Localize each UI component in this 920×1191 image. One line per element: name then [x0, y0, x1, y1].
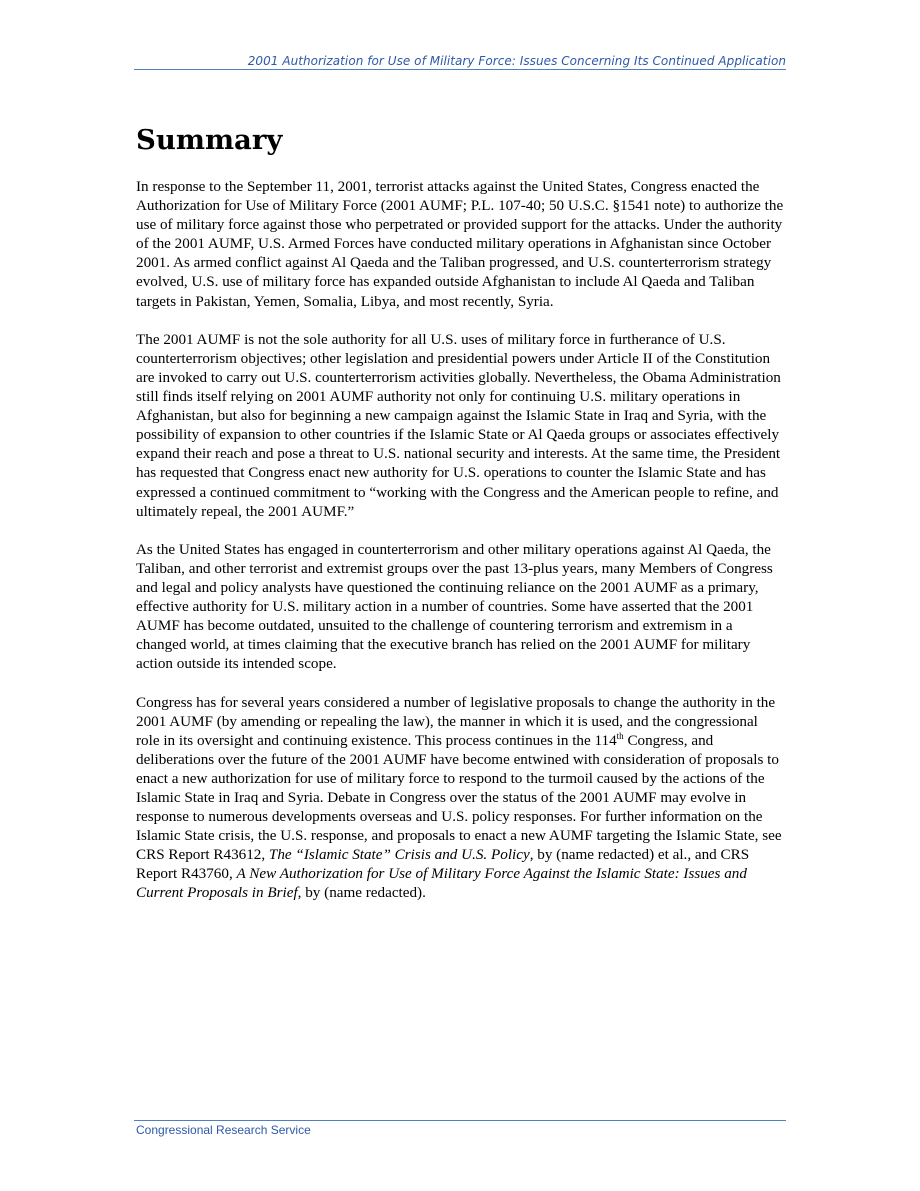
- paragraph-4-text-c: , by (name redacted) et al., and CRS Report R43760,: [136, 846, 750, 883]
- header-rule: [134, 69, 786, 70]
- section-title: Summary: [136, 124, 283, 156]
- paragraph-3: As the United States has engaged in counterterrorism and other military operations against Al Qaeda, the Taliban, and other terrorist and extremist groups over the past 13-plus years, many Members of Congress and legal and policy analysts have questioned the continuing reliance on the 2001 AUMF as a primary, effective authority for U.S. military action in a number of countries. Some have asserted that the 2001 AUMF has become outdated, unsuited to the challenge of countering terrorism and extremism in a changed world, at times claiming that the executive branch has relied on the 2001 AUMF for military action outside its intended scope.: [136, 540, 773, 673]
- running-header: 2001 Authorization for Use of Military Force: Issues Concerning Its Continued Application: [247, 54, 786, 68]
- footer-rule: [134, 1120, 786, 1121]
- congress-ordinal-number: 114: [594, 731, 617, 749]
- paragraph-2: The 2001 AUMF is not the sole authority for all U.S. uses of military force in furtherance of U.S. counterterrorism objectives; other legislation and presidential powers under Article II of the Constitution are invoked to carry out U.S. counterterrorism activities globally. Nevertheless, the Obama Administration still finds itself relying on 2001 AUMF authority not only for continuing U.S. military operations in Afghanistan, but also for beginning a new campaign against the Islamic State in Iraq and Syria, with the possibility of expansion to other countries if the Islamic State or Al Qaeda groups or associates effectively expand their reach and pose a threat to U.S. national security and interests. At the same time, the President has requested that Congress enact new authority for U.S. operations to counter the Islamic State and has expressed a continued commitment to “working with the Congress and the American people to refine, and ultimately repeal, the 2001 AUMF.”: [136, 330, 781, 520]
- paragraph-4-text-b: Congress, and deliberations over the future of the 2001 AUMF have become entwined with consideration of proposals to enact a new authorization for use of military force to respond to the turmoil caused by the actions of the Islamic State in Iraq and Syria. Debate in Congress over the status of the 2001 AUMF may evolve in response to numerous developments overseas and U.S. policy responses. For further information on the Islamic State crisis, the U.S. response, and proposals to enact a new AUMF targeting the Islamic State, see CRS Report R43612,: [136, 731, 782, 864]
- paragraph-4-text-a: Congress has for several years considered a number of legislative proposals to change the authority in the 2001 AUMF (by amending or repealing the law), the manner in which it is used, and the congressional role in its oversight and continuing existence. This process continues in the: [136, 693, 776, 749]
- running-footer: Congressional Research Service: [136, 1123, 311, 1137]
- paragraph-4: [136, 693, 784, 903]
- report-title-r43612: The “Islamic State” Crisis and U.S. Policy: [268, 846, 530, 864]
- congress-ordinal-suffix: th: [616, 730, 624, 741]
- summary-body: [136, 177, 784, 922]
- report-title-r43760: A New Authorization for Use of Military Force Against the Islamic State: Issues and Current Proposals in Brief: [136, 865, 747, 902]
- paragraph-1: In response to the September 11, 2001, terrorist attacks against the United States, Congress enacted the Authorization for Use of Military Force (2001 AUMF; P.L. 107-40; 50 U.S.C. §1541 note) to authorize the use of military force against those who perpetrated or provided support for the attacks. Under the authority of the 2001 AUMF, U.S. Armed Forces have conducted military operations in Afghanistan since October 2001. As armed conflict against Al Qaeda and the Taliban progressed, and U.S. counterterrorism strategy evolved, U.S. use of military force has expanded outside Afghanistan to include Al Qaeda and Taliban targets in Pakistan, Yemen, Somalia, Libya, and most recently, Syria.: [136, 178, 784, 310]
- paragraph-4-text-d: , by (name redacted).: [297, 884, 426, 902]
